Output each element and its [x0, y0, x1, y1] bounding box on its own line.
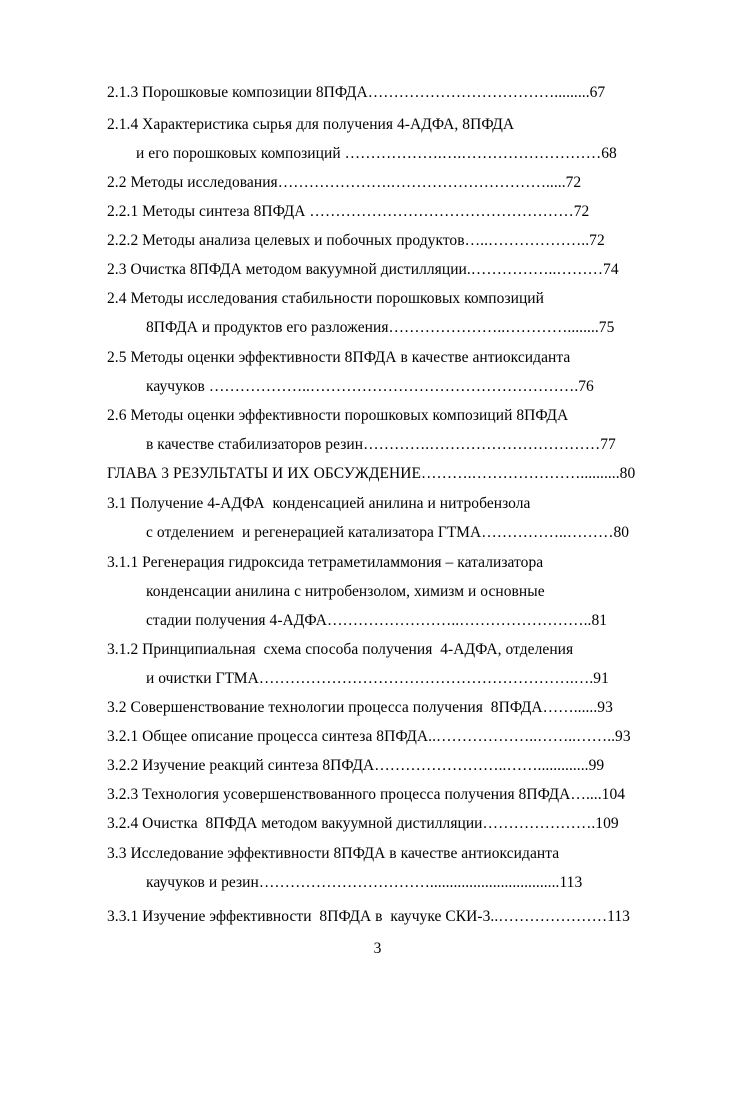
toc-entry-3-1: 3.1 Получение 4-АДФА конденсацией анилина и нитробензола: [107, 495, 531, 512]
toc-entry-2-5: 2.5 Методы оценки эффективности 8ПФДА в качестве антиоксиданта: [107, 349, 571, 366]
toc-entry-2-1-4: 2.1.4 Характеристика сырья для получения 4-АДФА, 8ПФДА: [107, 116, 515, 133]
toc-entry-3-3-cont: каучуков и резин…………………………….................................113: [146, 874, 583, 891]
toc-entry-3-2-1: 3.2.1 Общее описание процесса синтеза 8ПФДА..………………..……..……..93: [107, 728, 631, 745]
toc-entry-2-6-cont: в качестве стабилизаторов резин………….……………………………77: [146, 436, 616, 453]
toc-entry-3-1-2: 3.1.2 Принципиальная схема способа получения 4-АДФА, отделения: [107, 641, 574, 658]
toc-entry-3-2-4: 3.2.4 Очистка 8ПФДА методом вакуумной дистилляции………………….109: [107, 815, 619, 832]
toc-entry-2-2: 2.2 Методы исследования………………….………………………….....72: [107, 174, 582, 191]
toc-entry-chapter-3: ГЛАВА 3 РЕЗУЛЬТАТЫ И ИХ ОБСУЖДЕНИЕ……….…………………..........80: [107, 465, 636, 482]
toc-entry-2-5-cont: каучуков ………………..…………………………………………….76: [146, 378, 594, 395]
toc-entry-3-2: 3.2 Совершенствование технологии процесса получения 8ПФДА……......93: [107, 699, 613, 716]
toc-entry-3-1-1: 3.1.1 Регенерация гидроксида тетраметиламмония – катализатора: [107, 554, 544, 571]
page-number: 3: [373, 940, 382, 957]
toc-entry-3-2-3: 3.2.3 Технология усовершенствованного процесса получения 8ПФДА…....104: [107, 786, 626, 803]
toc-entry-2-6: 2.6 Методы оценки эффективности порошковых композиций 8ПФДА: [107, 407, 569, 424]
toc-entry-3-2-2: 3.2.2 Изучение реакций синтеза 8ПФДА……………………..…….............99: [107, 757, 605, 774]
toc-entry-3-1-2-cont: и очистки ГТМА…………………………………………………….….91: [146, 670, 609, 687]
toc-entry-3-1-1-cont-a: конденсации анилина с нитробензолом, химизм и основные: [146, 583, 545, 600]
toc-entry-3-1-1-cont-b: стадии получения 4-АДФА……………………..……………………..81: [146, 612, 608, 629]
toc-entry-2-4-cont: 8ПФДА и продуктов его разложения…………………..…………........75: [146, 319, 615, 336]
toc-entry-2-3: 2.3 Очистка 8ПФДА методом вакуумной дистилляции.……………..………74: [107, 261, 619, 278]
toc-entry-3-3-1: 3.3.1 Изучение эффективности 8ПФДА в каучуке СКИ-3..…………………113: [107, 908, 630, 925]
toc-entry-3-1-cont: с отделением и регенерацией катализатора ГТМА……………..………80: [146, 524, 630, 541]
toc-entry-2-2-2: 2.2.2 Методы анализа целевых и побочных продуктов…..………………..72: [107, 232, 605, 249]
toc-entry-2-1-4-cont: и его порошковых композиций ……………….….………………………68: [136, 145, 617, 162]
toc-entry-3-3: 3.3 Исследование эффективности 8ПФДА в качестве антиоксиданта: [107, 845, 560, 862]
toc-entry-2-4: 2.4 Методы исследования стабильности порошковых композиций: [107, 290, 544, 307]
toc-entry-2-1-3: 2.1.3 Порошковые композиции 8ПФДА……………………………….........67: [107, 84, 606, 101]
toc-entry-2-2-1: 2.2.1 Методы синтеза 8ПФДА ……………………………………………72: [107, 203, 590, 220]
